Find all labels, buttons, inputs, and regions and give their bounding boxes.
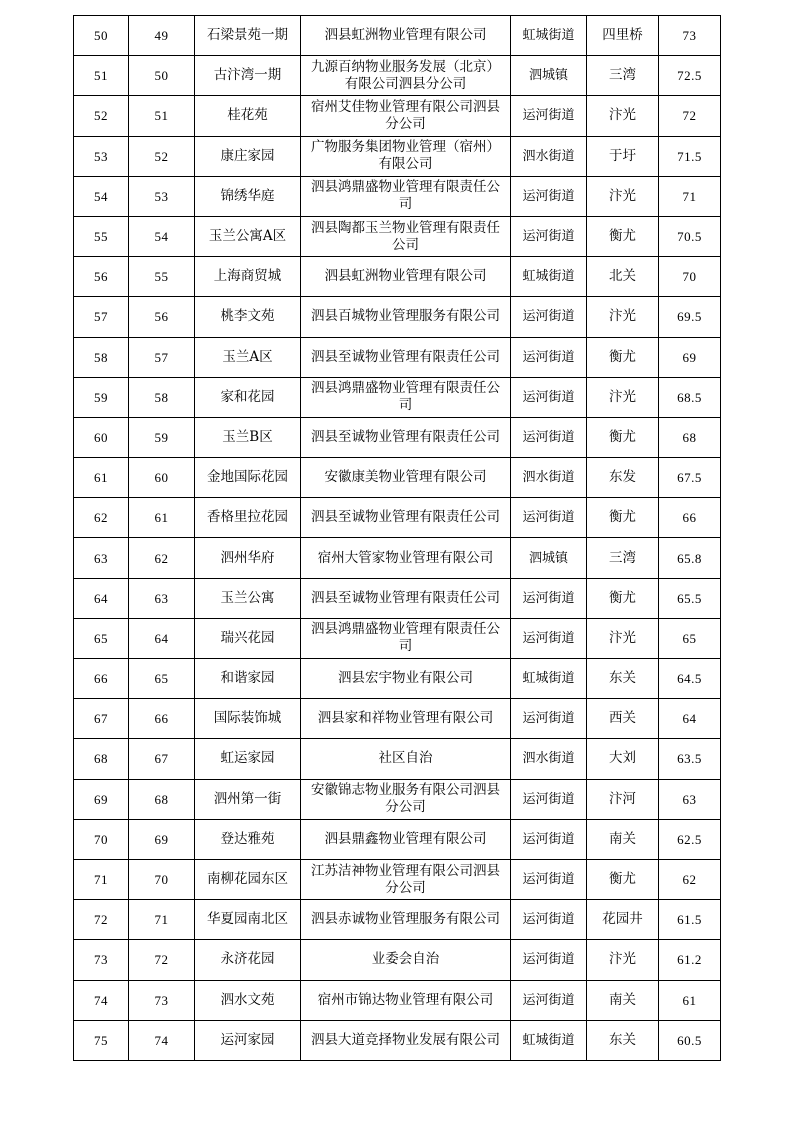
street-cell: 运河街道 <box>511 297 587 337</box>
company-cell: 业委会自治 <box>301 940 511 980</box>
seq-cell: 67 <box>74 699 129 739</box>
table-row <box>74 699 721 739</box>
table-row <box>74 900 721 940</box>
community-cell: 玉兰B区 <box>195 417 301 457</box>
seq-cell: 55 <box>74 216 129 256</box>
table-row <box>74 618 721 658</box>
street-cell: 虹城街道 <box>511 16 587 56</box>
seq-cell: 69 <box>74 779 129 819</box>
street-cell: 运河街道 <box>511 417 587 457</box>
rank-cell: 51 <box>129 96 195 136</box>
company-cell: 安徽康美物业管理有限公司 <box>301 458 511 498</box>
community-cell: 金地国际花园 <box>195 458 301 498</box>
rank-cell: 66 <box>129 699 195 739</box>
company-cell: 泗县虹洲物业管理有限公司 <box>301 16 511 56</box>
company-cell: 泗县百城物业管理服务有限公司 <box>301 297 511 337</box>
seq-cell: 52 <box>74 96 129 136</box>
area-cell: 汴光 <box>587 618 659 658</box>
seq-cell: 61 <box>74 458 129 498</box>
seq-cell: 57 <box>74 297 129 337</box>
community-cell: 玉兰公寓 <box>195 578 301 618</box>
table-row <box>74 498 721 538</box>
rank-cell: 60 <box>129 458 195 498</box>
street-cell: 运河街道 <box>511 699 587 739</box>
company-cell: 宿州艾佳物业管理有限公司泗县分公司 <box>301 96 511 136</box>
score-cell: 63.5 <box>659 739 721 779</box>
seq-cell: 60 <box>74 417 129 457</box>
score-cell: 65.8 <box>659 538 721 578</box>
rank-cell: 68 <box>129 779 195 819</box>
street-cell: 泗水街道 <box>511 458 587 498</box>
company-cell: 宿州大管家物业管理有限公司 <box>301 538 511 578</box>
street-cell: 泗水街道 <box>511 136 587 176</box>
community-cell: 石梁景苑一期 <box>195 16 301 56</box>
street-cell: 运河街道 <box>511 96 587 136</box>
street-cell: 虹城街道 <box>511 659 587 699</box>
table-row <box>74 980 721 1020</box>
street-cell: 运河街道 <box>511 819 587 859</box>
rank-cell: 67 <box>129 739 195 779</box>
score-cell: 70.5 <box>659 216 721 256</box>
table-row <box>74 337 721 377</box>
area-cell: 三湾 <box>587 56 659 96</box>
score-cell: 71 <box>659 176 721 216</box>
company-cell: 泗县家和祥物业管理有限公司 <box>301 699 511 739</box>
company-cell: 泗县鸿鼎盛物业管理有限责任公司 <box>301 176 511 216</box>
score-cell: 69 <box>659 337 721 377</box>
rank-cell: 49 <box>129 16 195 56</box>
community-cell: 桃李文苑 <box>195 297 301 337</box>
company-cell: 泗县至诚物业管理有限责任公司 <box>301 417 511 457</box>
company-cell: 泗县鼎鑫物业管理有限公司 <box>301 819 511 859</box>
seq-cell: 53 <box>74 136 129 176</box>
rank-cell: 64 <box>129 618 195 658</box>
area-cell: 汴光 <box>587 377 659 417</box>
table-row <box>74 1020 721 1060</box>
table-row <box>74 859 721 899</box>
community-cell: 香格里拉花园 <box>195 498 301 538</box>
community-cell: 康庄家园 <box>195 136 301 176</box>
area-cell: 汴河 <box>587 779 659 819</box>
score-cell: 62 <box>659 859 721 899</box>
community-cell: 华夏园南北区 <box>195 900 301 940</box>
score-cell: 64.5 <box>659 659 721 699</box>
street-cell: 运河街道 <box>511 337 587 377</box>
area-cell: 衡尤 <box>587 337 659 377</box>
street-cell: 泗水街道 <box>511 739 587 779</box>
rank-cell: 55 <box>129 257 195 297</box>
seq-cell: 74 <box>74 980 129 1020</box>
company-cell: 泗县赤诚物业管理服务有限公司 <box>301 900 511 940</box>
community-cell: 上海商贸城 <box>195 257 301 297</box>
company-cell: 泗县宏宇物业有限公司 <box>301 659 511 699</box>
company-cell: 泗县虹洲物业管理有限公司 <box>301 257 511 297</box>
rank-cell: 52 <box>129 136 195 176</box>
seq-cell: 50 <box>74 16 129 56</box>
score-cell: 70 <box>659 257 721 297</box>
table-row <box>74 297 721 337</box>
seq-cell: 72 <box>74 900 129 940</box>
table-row <box>74 176 721 216</box>
company-cell: 泗县至诚物业管理有限责任公司 <box>301 337 511 377</box>
seq-cell: 62 <box>74 498 129 538</box>
community-cell: 古汴湾一期 <box>195 56 301 96</box>
community-cell: 永济花园 <box>195 940 301 980</box>
table-row <box>74 16 721 56</box>
area-cell: 于圩 <box>587 136 659 176</box>
community-cell: 南柳花园东区 <box>195 859 301 899</box>
table-row <box>74 377 721 417</box>
table-row <box>74 257 721 297</box>
rank-cell: 57 <box>129 337 195 377</box>
community-cell: 泗州华府 <box>195 538 301 578</box>
seq-cell: 70 <box>74 819 129 859</box>
street-cell: 运河街道 <box>511 216 587 256</box>
company-cell: 泗县鸿鼎盛物业管理有限责任公司 <box>301 618 511 658</box>
rank-cell: 50 <box>129 56 195 96</box>
company-cell: 泗县至诚物业管理有限责任公司 <box>301 498 511 538</box>
rank-cell: 65 <box>129 659 195 699</box>
rank-cell: 73 <box>129 980 195 1020</box>
rank-cell: 61 <box>129 498 195 538</box>
rank-cell: 74 <box>129 1020 195 1060</box>
score-cell: 61.2 <box>659 940 721 980</box>
score-cell: 60.5 <box>659 1020 721 1060</box>
table-row <box>74 417 721 457</box>
table-row <box>74 819 721 859</box>
seq-cell: 73 <box>74 940 129 980</box>
area-cell: 三湾 <box>587 538 659 578</box>
score-cell: 65 <box>659 618 721 658</box>
property-ranking-table <box>73 15 721 1061</box>
table-row <box>74 538 721 578</box>
rank-cell: 71 <box>129 900 195 940</box>
rank-cell: 72 <box>129 940 195 980</box>
area-cell: 花园井 <box>587 900 659 940</box>
seq-cell: 58 <box>74 337 129 377</box>
area-cell: 大刘 <box>587 739 659 779</box>
table-row <box>74 940 721 980</box>
street-cell: 运河街道 <box>511 940 587 980</box>
street-cell: 运河街道 <box>511 980 587 1020</box>
street-cell: 运河街道 <box>511 176 587 216</box>
company-cell: 安徽锦志物业服务有限公司泗县分公司 <box>301 779 511 819</box>
score-cell: 69.5 <box>659 297 721 337</box>
rank-cell: 62 <box>129 538 195 578</box>
rank-cell: 54 <box>129 216 195 256</box>
seq-cell: 51 <box>74 56 129 96</box>
company-cell: 九源百纳物业服务发展（北京）有限公司泗县分公司 <box>301 56 511 96</box>
score-cell: 64 <box>659 699 721 739</box>
area-cell: 衡尤 <box>587 498 659 538</box>
rank-cell: 59 <box>129 417 195 457</box>
area-cell: 南关 <box>587 819 659 859</box>
community-cell: 瑞兴花园 <box>195 618 301 658</box>
company-cell: 宿州市锦达物业管理有限公司 <box>301 980 511 1020</box>
company-cell: 社区自治 <box>301 739 511 779</box>
seq-cell: 66 <box>74 659 129 699</box>
street-cell: 泗城镇 <box>511 538 587 578</box>
rank-cell: 69 <box>129 819 195 859</box>
seq-cell: 56 <box>74 257 129 297</box>
table-row <box>74 56 721 96</box>
table-body <box>74 16 721 1061</box>
seq-cell: 65 <box>74 618 129 658</box>
community-cell: 运河家园 <box>195 1020 301 1060</box>
street-cell: 运河街道 <box>511 779 587 819</box>
street-cell: 运河街道 <box>511 900 587 940</box>
area-cell: 东发 <box>587 458 659 498</box>
area-cell: 东关 <box>587 659 659 699</box>
street-cell: 泗城镇 <box>511 56 587 96</box>
area-cell: 汴光 <box>587 96 659 136</box>
company-cell: 泗县鸿鼎盛物业管理有限责任公司 <box>301 377 511 417</box>
company-cell: 广物服务集团物业管理（宿州）有限公司 <box>301 136 511 176</box>
community-cell: 玉兰公寓A区 <box>195 216 301 256</box>
community-cell: 玉兰A区 <box>195 337 301 377</box>
area-cell: 西关 <box>587 699 659 739</box>
seq-cell: 54 <box>74 176 129 216</box>
score-cell: 62.5 <box>659 819 721 859</box>
rank-cell: 58 <box>129 377 195 417</box>
community-cell: 和谐家园 <box>195 659 301 699</box>
area-cell: 汴光 <box>587 176 659 216</box>
seq-cell: 63 <box>74 538 129 578</box>
company-cell: 泗县陶都玉兰物业管理有限责任公司 <box>301 216 511 256</box>
table-row <box>74 578 721 618</box>
area-cell: 衡尤 <box>587 216 659 256</box>
table-row <box>74 136 721 176</box>
seq-cell: 59 <box>74 377 129 417</box>
score-cell: 67.5 <box>659 458 721 498</box>
community-cell: 国际装饰城 <box>195 699 301 739</box>
area-cell: 北关 <box>587 257 659 297</box>
score-cell: 71.5 <box>659 136 721 176</box>
table-row <box>74 779 721 819</box>
area-cell: 汴光 <box>587 940 659 980</box>
table-row <box>74 659 721 699</box>
area-cell: 南关 <box>587 980 659 1020</box>
community-cell: 家和花园 <box>195 377 301 417</box>
rank-cell: 53 <box>129 176 195 216</box>
area-cell: 四里桥 <box>587 16 659 56</box>
rank-cell: 56 <box>129 297 195 337</box>
street-cell: 运河街道 <box>511 618 587 658</box>
community-cell: 虹运家园 <box>195 739 301 779</box>
street-cell: 运河街道 <box>511 498 587 538</box>
score-cell: 61 <box>659 980 721 1020</box>
score-cell: 63 <box>659 779 721 819</box>
community-cell: 登达雅苑 <box>195 819 301 859</box>
street-cell: 运河街道 <box>511 578 587 618</box>
community-cell: 桂花苑 <box>195 96 301 136</box>
street-cell: 运河街道 <box>511 859 587 899</box>
table-row <box>74 216 721 256</box>
score-cell: 72.5 <box>659 56 721 96</box>
score-cell: 73 <box>659 16 721 56</box>
table-row <box>74 458 721 498</box>
area-cell: 东关 <box>587 1020 659 1060</box>
rank-cell: 70 <box>129 859 195 899</box>
community-cell: 锦绣华庭 <box>195 176 301 216</box>
street-cell: 虹城街道 <box>511 1020 587 1060</box>
area-cell: 衡尤 <box>587 417 659 457</box>
area-cell: 汴光 <box>587 297 659 337</box>
score-cell: 66 <box>659 498 721 538</box>
company-cell: 泗县大道竞择物业发展有限公司 <box>301 1020 511 1060</box>
table-row <box>74 739 721 779</box>
rank-cell: 63 <box>129 578 195 618</box>
seq-cell: 64 <box>74 578 129 618</box>
score-cell: 65.5 <box>659 578 721 618</box>
seq-cell: 75 <box>74 1020 129 1060</box>
seq-cell: 68 <box>74 739 129 779</box>
seq-cell: 71 <box>74 859 129 899</box>
community-cell: 泗水文苑 <box>195 980 301 1020</box>
community-cell: 泗州第一街 <box>195 779 301 819</box>
street-cell: 运河街道 <box>511 377 587 417</box>
street-cell: 虹城街道 <box>511 257 587 297</box>
area-cell: 衡尤 <box>587 578 659 618</box>
company-cell: 江苏洁神物业管理有限公司泗县分公司 <box>301 859 511 899</box>
score-cell: 72 <box>659 96 721 136</box>
score-cell: 61.5 <box>659 900 721 940</box>
area-cell: 衡尤 <box>587 859 659 899</box>
score-cell: 68.5 <box>659 377 721 417</box>
score-cell: 68 <box>659 417 721 457</box>
table-row <box>74 96 721 136</box>
company-cell: 泗县至诚物业管理有限责任公司 <box>301 578 511 618</box>
